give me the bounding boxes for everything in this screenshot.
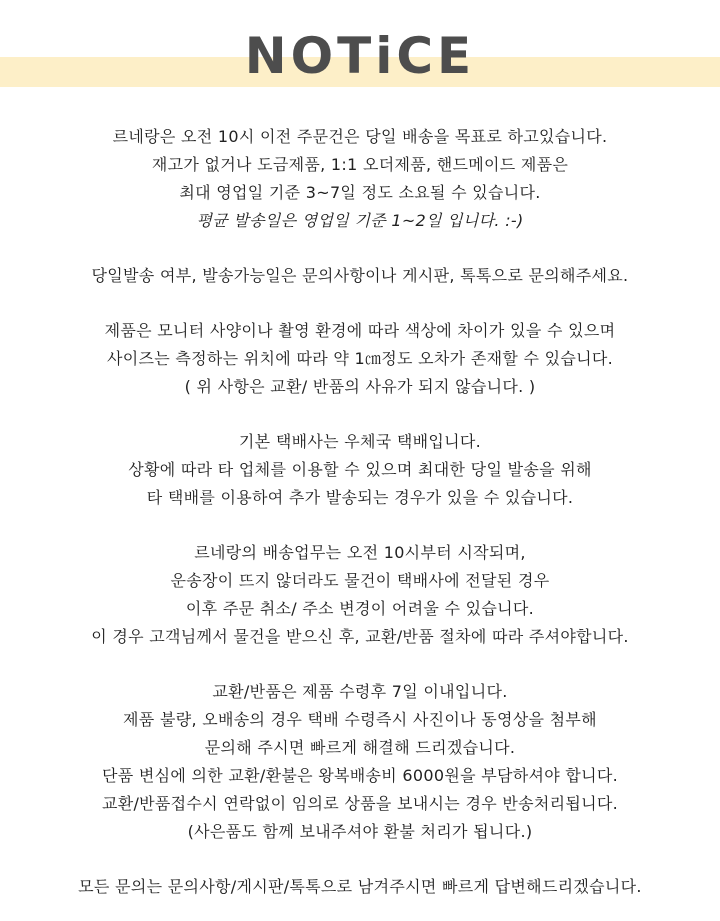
notice-line: 교환/반품접수시 연락없이 임의로 상품을 보내시는 경우 반송처리됩니다.: [101, 794, 619, 813]
notice-line: 이 경우 고객님께서 물건을 받으신 후, 교환/반품 절차에 따라 주셔야합니다.: [91, 627, 629, 646]
section-spacer: [0, 846, 720, 873]
section-same-day-inquiry: [0, 262, 720, 290]
notice-header: [0, 18, 720, 98]
section-spacer: [0, 651, 720, 678]
notice-line: 운송장이 뜨지 않더라도 물건이 택배사에 전달된 경우: [170, 571, 550, 590]
section-courier: [0, 428, 720, 512]
notice-line-emphasis: 평균 발송일은 영업일 기준 1~2일 입니다. :-): [196, 211, 524, 230]
notice-line: 르네랑은 오전 10시 이전 주문건은 당일 배송을 목표로 하고있습니다.: [112, 127, 608, 146]
section-product-variance: [0, 317, 720, 401]
section-spacer: [0, 290, 720, 317]
notice-line: 당일발송 여부, 발송가능일은 문의사항이나 게시판, 톡톡으로 문의해주세요.: [91, 266, 629, 285]
notice-line: 최대 영업일 기준 3~7일 정도 소요될 수 있습니다.: [179, 183, 541, 202]
notice-line: 문의해 주시면 빠르게 해결해 드리겠습니다.: [204, 738, 516, 757]
notice-line: 상황에 따라 타 업체를 이용할 수 있으며 최대한 당일 발송을 위해: [128, 460, 592, 479]
notice-line: 교환/반품은 제품 수령후 7일 이내입니다.: [212, 682, 508, 701]
notice-line: 모든 문의는 문의사항/게시판/톡톡으로 남겨주시면 빠르게 답변해드리겠습니다.: [78, 877, 642, 896]
section-returns: [0, 678, 720, 846]
notice-line: 르네랑의 배송업무는 오전 10시부터 시작되며,: [194, 543, 526, 562]
notice-line: 제품은 모니터 사양이나 촬영 환경에 따라 색상에 차이가 있을 수 있으며: [104, 321, 616, 340]
section-spacer: [0, 512, 720, 539]
notice-line: 제품 불량, 오배송의 경우 택배 수령즉시 사진이나 동영상을 첨부해: [123, 710, 597, 729]
notice-line: 재고가 없거나 도금제품, 1:1 오더제품, 핸드메이드 제품은: [151, 155, 569, 174]
section-contact: [0, 873, 720, 901]
notice-line: 사이즈는 측정하는 위치에 따라 약 1㎝정도 오차가 존재할 수 있습니다.: [106, 349, 614, 368]
section-spacer: [0, 401, 720, 428]
section-cancellation: [0, 539, 720, 651]
notice-line: (사은품도 함께 보내주셔야 환불 처리가 됩니다.): [187, 822, 533, 841]
section-shipping: [0, 123, 720, 235]
page-title: NOTiCE: [244, 27, 476, 85]
notice-line: 타 택배를 이용하여 추가 발송되는 경우가 있을 수 있습니다.: [146, 488, 574, 507]
notice-line: 단품 변심에 의한 교환/환불은 왕복배송비 6000원을 부담하셔야 합니다.: [101, 766, 619, 785]
notice-body: [0, 123, 720, 901]
section-spacer: [0, 235, 720, 262]
notice-line: 이후 주문 취소/ 주소 변경이 어려울 수 있습니다.: [185, 599, 535, 618]
notice-line: 기본 택배사는 우체국 택배입니다.: [238, 432, 482, 451]
notice-line: ( 위 사항은 교환/ 반품의 사유가 되지 않습니다. ): [184, 377, 536, 396]
